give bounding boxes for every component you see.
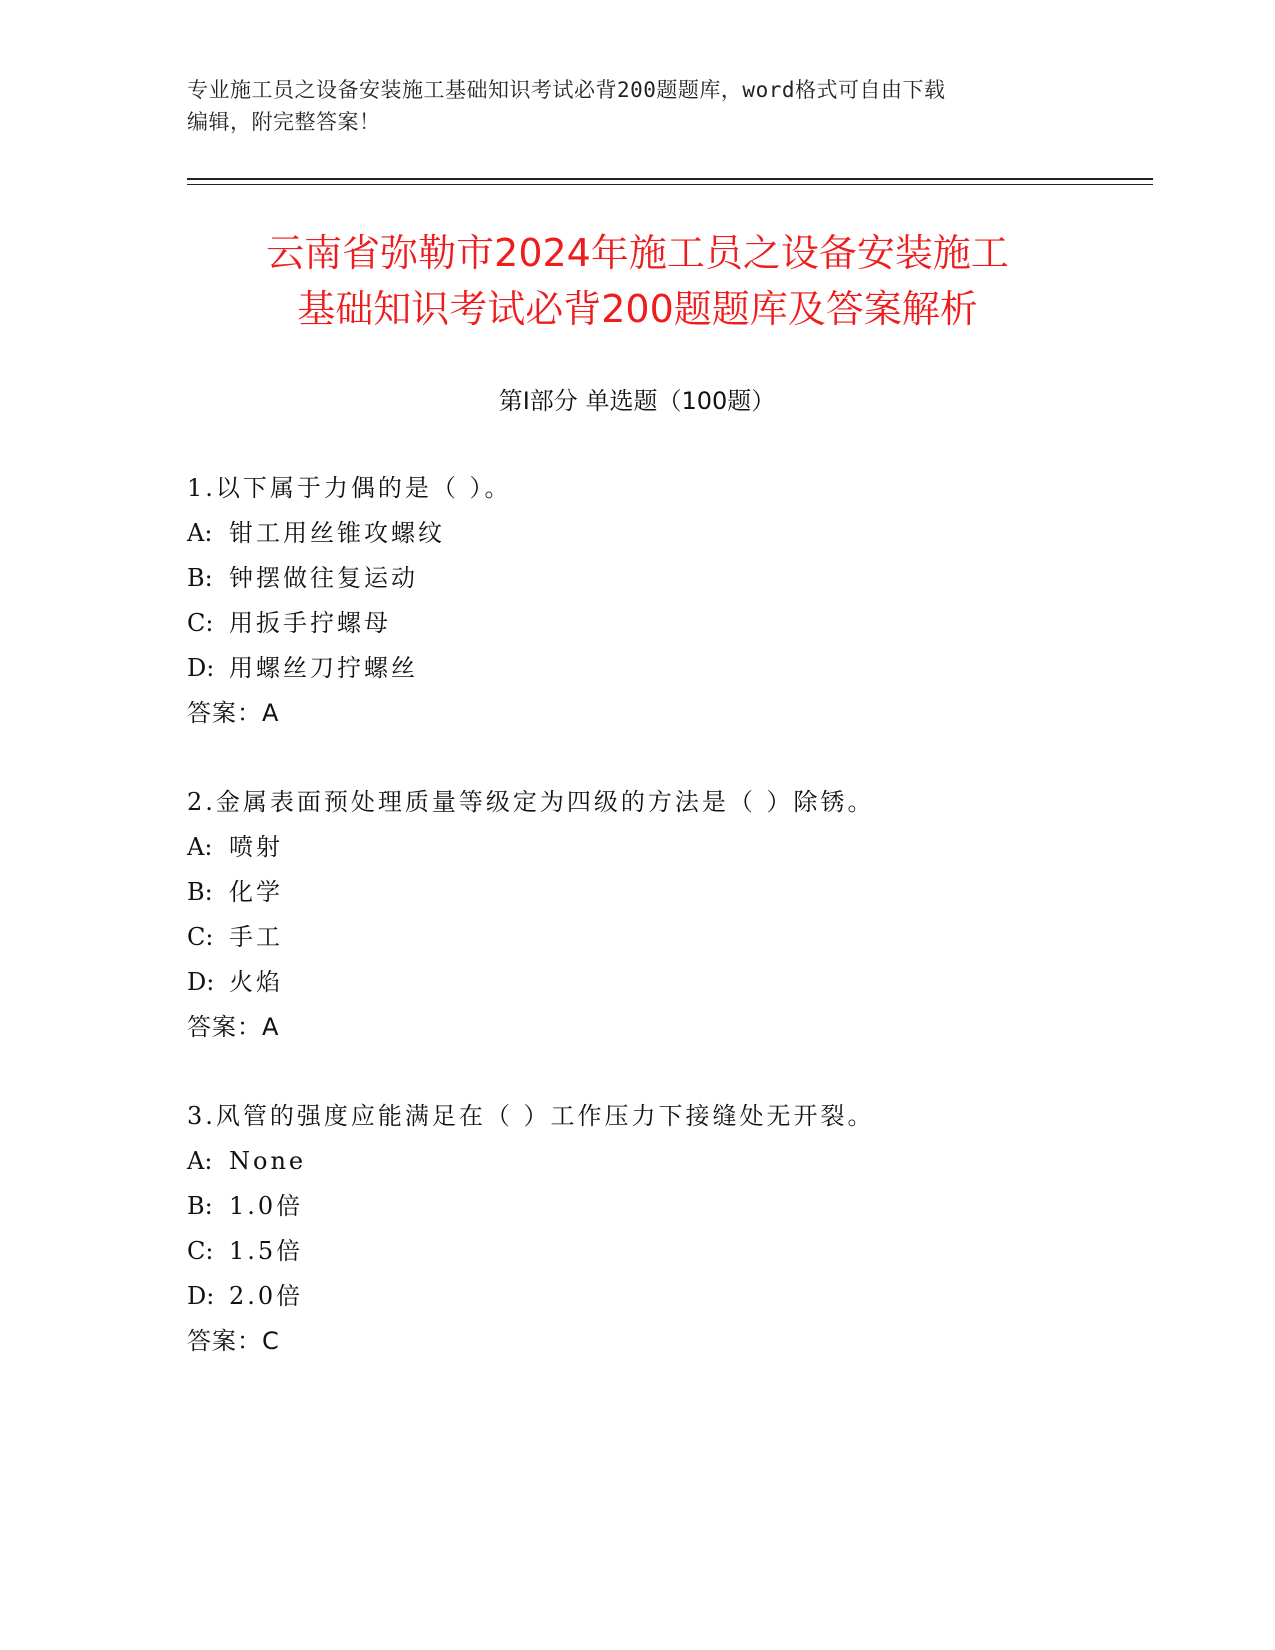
header-divider-thick xyxy=(187,178,1153,180)
header-divider-thin xyxy=(187,184,1153,185)
option-text: None xyxy=(229,1147,307,1175)
answer-value: C xyxy=(262,1327,279,1355)
option-text: 1.5倍 xyxy=(229,1237,304,1265)
option-letter: D: xyxy=(187,1282,215,1310)
option-text: 用螺丝刀拧螺丝 xyxy=(229,654,418,682)
question-3 xyxy=(187,1094,1147,1364)
option-text: 火焰 xyxy=(229,968,283,996)
option-text: 钳工用丝锥攻螺纹 xyxy=(229,519,445,547)
option-letter: B: xyxy=(187,878,213,906)
option-a xyxy=(187,825,1147,870)
question-2 xyxy=(187,780,1147,1050)
option-letter: B: xyxy=(187,1192,213,1220)
option-text: 手工 xyxy=(229,923,283,951)
option-a xyxy=(187,511,1147,556)
question-stem: 3.风管的强度应能满足在（ ）工作压力下接缝处无开裂。 xyxy=(187,1102,875,1130)
option-letter: A: xyxy=(187,519,213,547)
option-c xyxy=(187,1229,1147,1274)
option-b xyxy=(187,1184,1147,1229)
option-d xyxy=(187,960,1147,1005)
option-letter: D: xyxy=(187,654,215,682)
option-text: 1.0倍 xyxy=(229,1192,304,1220)
option-text: 用扳手拧螺母 xyxy=(229,609,391,637)
option-d xyxy=(187,1274,1147,1319)
answer-line xyxy=(187,1005,1147,1050)
option-d xyxy=(187,646,1147,691)
option-c xyxy=(187,915,1147,960)
section-heading: 第Ⅰ部分 单选题（100题） xyxy=(498,387,776,415)
option-c xyxy=(187,601,1147,646)
header-note xyxy=(187,74,1087,138)
answer-label: 答案： xyxy=(187,699,262,727)
option-text: 2.0倍 xyxy=(229,1282,304,1310)
question-1 xyxy=(187,466,1147,736)
option-letter: C: xyxy=(187,923,214,951)
document-title-line-1: 云南省弥勒市2024年施工员之设备安装施工 xyxy=(266,231,1009,275)
option-text: 钟摆做往复运动 xyxy=(229,564,418,592)
option-text: 喷射 xyxy=(229,833,283,861)
option-letter: D: xyxy=(187,968,215,996)
document-title-line-2: 基础知识考试必背200题题库及答案解析 xyxy=(297,287,978,331)
answer-label: 答案： xyxy=(187,1327,262,1355)
answer-label: 答案： xyxy=(187,1013,262,1041)
option-letter: A: xyxy=(187,1147,213,1175)
option-text: 化学 xyxy=(229,878,283,906)
header-note-line-1: 专业施工员之设备安装施工基础知识考试必背200题题库，word格式可自由下载 xyxy=(187,78,946,102)
question-stem: 2.金属表面预处理质量等级定为四级的方法是（ ）除锈。 xyxy=(187,788,875,816)
answer-line xyxy=(187,691,1147,736)
option-letter: B: xyxy=(187,564,213,592)
option-letter: A: xyxy=(187,833,213,861)
option-b xyxy=(187,556,1147,601)
document-title xyxy=(140,225,1135,337)
option-b xyxy=(187,870,1147,915)
option-letter: C: xyxy=(187,1237,214,1265)
option-a xyxy=(187,1139,1147,1184)
answer-line xyxy=(187,1319,1147,1364)
answer-value: A xyxy=(262,699,279,727)
option-letter: C: xyxy=(187,609,214,637)
answer-value: A xyxy=(262,1013,279,1041)
header-note-line-2: 编辑，附完整答案！ xyxy=(187,110,381,134)
question-stem: 1.以下属于力偶的是（ ）。 xyxy=(187,474,512,502)
